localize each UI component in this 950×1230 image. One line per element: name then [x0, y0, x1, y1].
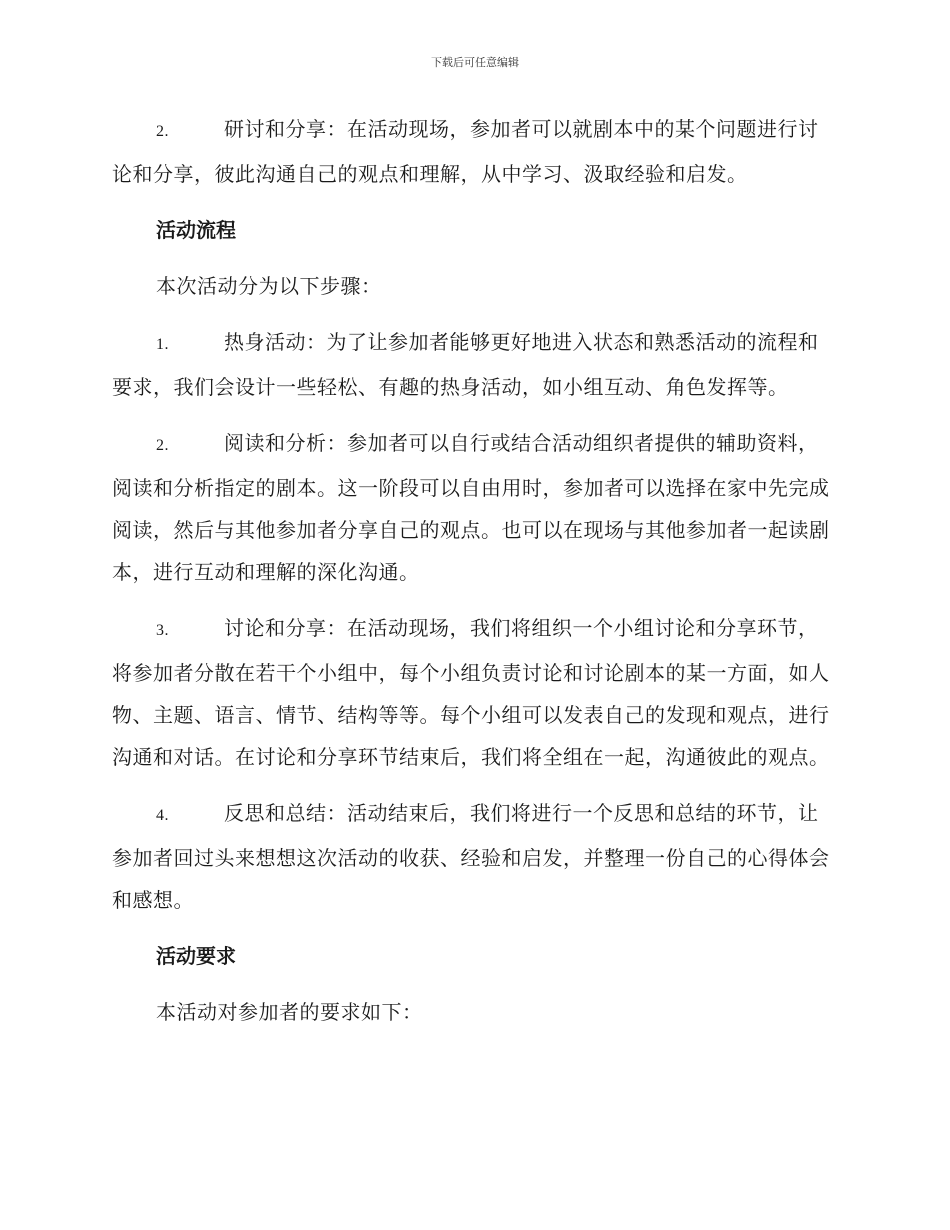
step-item [112, 607, 837, 778]
step-text: 热身活动：为了让参加者能够更好地进入状态和熟悉活动的流程和要求，我们会设计一些轻松、有趣的热身活动，如小组互动、角色发挥等。 [112, 330, 819, 399]
step-item [112, 792, 837, 921]
step-text: 讨论和分享：在活动现场，我们将组织一个小组讨论和分享环节，将参加者分散在若干个小组中，每个小组负责讨论和讨论剧本的某一方面，如人物、主题、语言、情节、结构等等。每个小组可以发表自己的发现和观点，进行沟通和对话。在讨论和分享环节结束后，我们将全组在一起，沟通彼此的观点。 [112, 616, 830, 769]
step-item [112, 321, 837, 408]
process-intro: 本次活动分为以下步骤： [156, 274, 382, 298]
list-number: 2. [156, 123, 169, 140]
requirements-intro: 本活动对参加者的要求如下： [156, 1000, 423, 1024]
list-number: 1. [156, 336, 169, 353]
step-item [112, 422, 837, 593]
section-heading-requirements: 活动要求 [156, 944, 236, 968]
list-number: 2. [156, 437, 169, 454]
header-note: 下载后可任意编辑 [431, 56, 519, 69]
list-item-share [112, 108, 837, 195]
document-body [112, 108, 837, 1047]
list-item-text: 研讨和分享：在活动现场，参加者可以就剧本中的某个问题进行讨论和分享，彼此沟通自己的观点和理解，从中学习、汲取经验和启发。 [112, 117, 819, 186]
step-text: 反思和总结：活动结束后，我们将进行一个反思和总结的环节，让参加者回过头来想想这次活动的收获、经验和启发，并整理一份自己的心得体会和感想。 [112, 801, 830, 912]
list-number: 4. [156, 807, 169, 824]
list-number: 3. [156, 622, 169, 639]
step-text: 阅读和分析：参加者可以自行或结合活动组织者提供的辅助资料，阅读和分析指定的剧本。这一阶段可以自由用时，参加者可以选择在家中先完成阅读，然后与其他参加者分享自己的观点。也可以在现场与其他参加者一起读剧本，进行互动和理解的深化沟通。 [112, 431, 830, 584]
section-heading-process: 活动流程 [156, 218, 236, 242]
